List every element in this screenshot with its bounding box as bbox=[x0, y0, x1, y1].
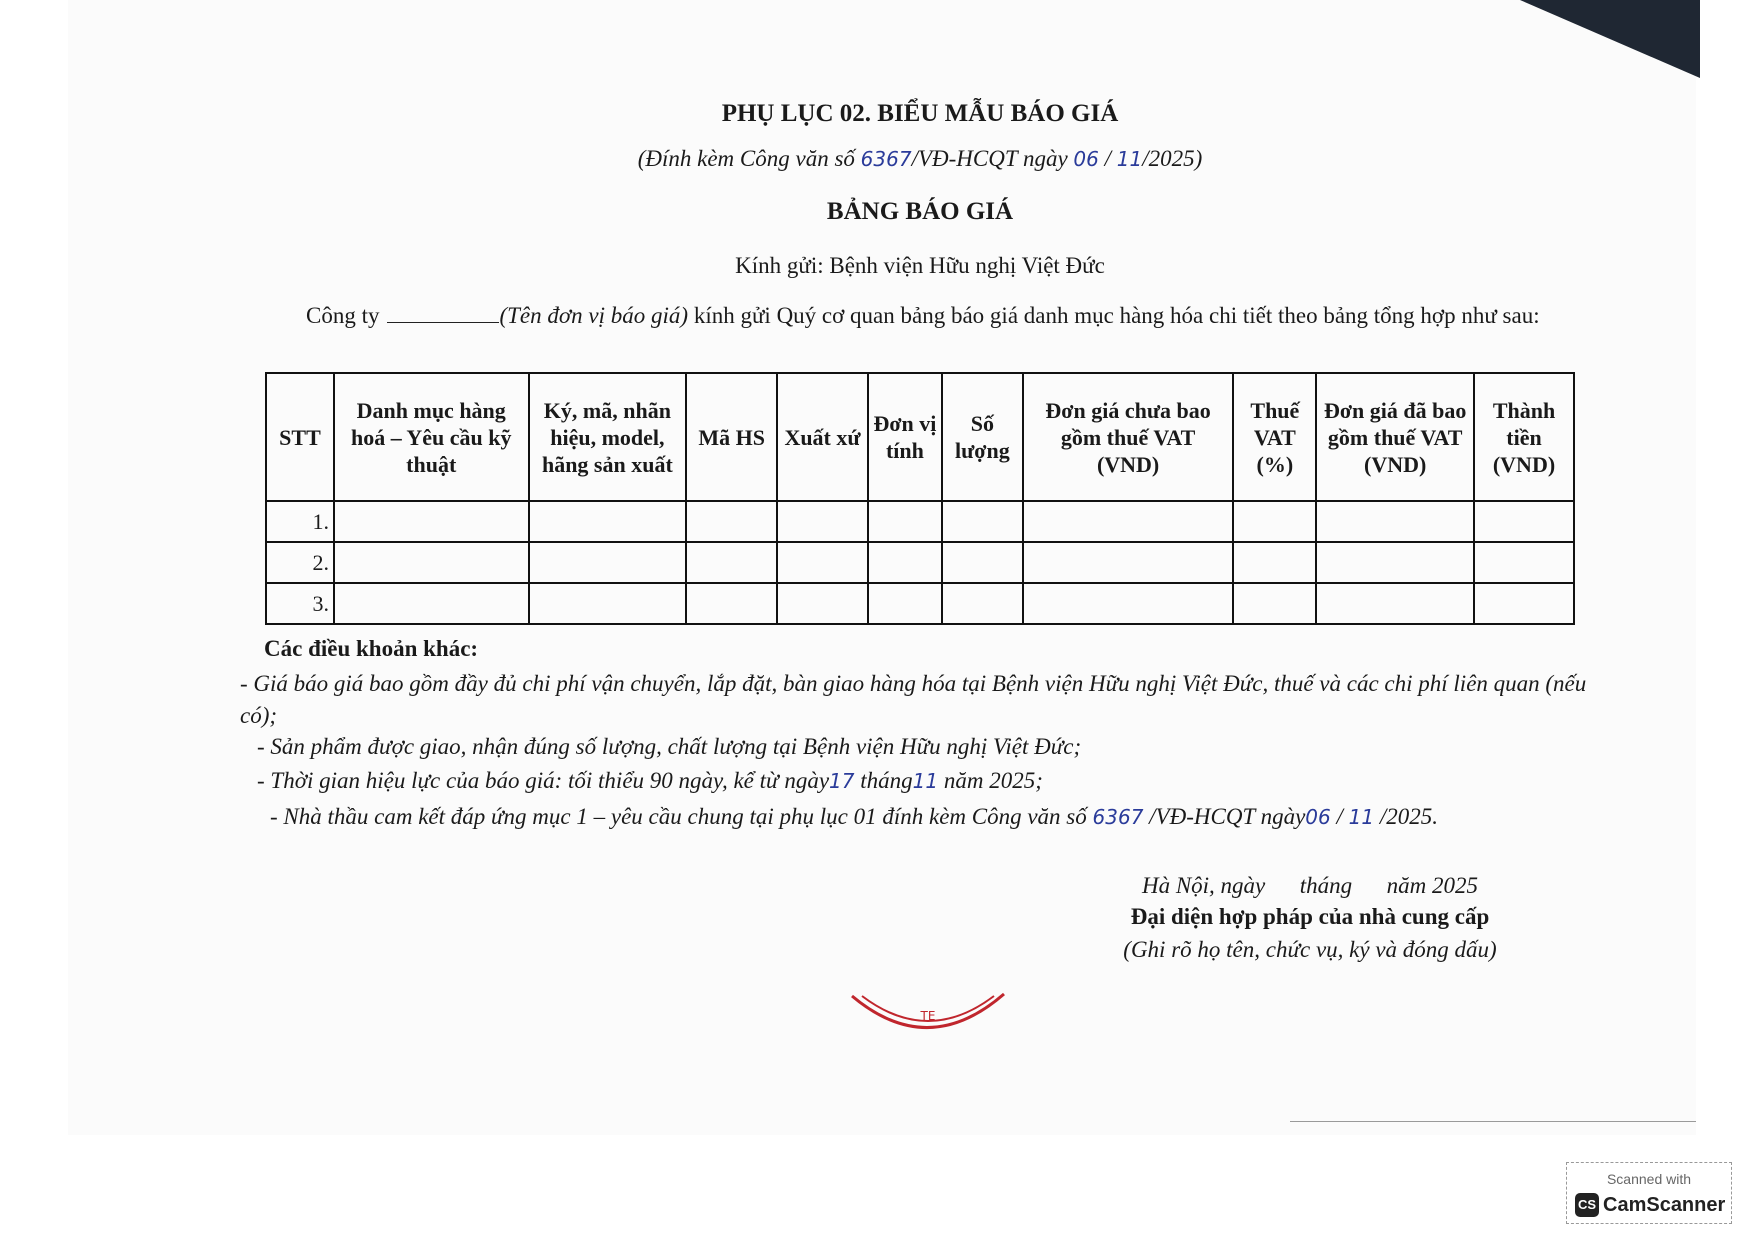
quote-table bbox=[265, 372, 1575, 625]
header-unit: Đơn vị tính bbox=[868, 373, 942, 501]
camscanner-badge bbox=[1566, 1162, 1732, 1224]
intro-rest: kính gửi Quý cơ quan bảng báo giá danh mục hàng hóa chi tiết theo bảng tổng hợp như sau: bbox=[688, 303, 1540, 328]
intro-placeholder: (Tên đơn vị báo giá) bbox=[499, 303, 689, 328]
red-seal-stamp-fragment bbox=[848, 990, 1008, 1038]
camscanner-logo-icon: CS bbox=[1575, 1193, 1599, 1217]
handwritten-doc-number: 6367 bbox=[1092, 805, 1144, 829]
table-cell bbox=[942, 501, 1023, 542]
header-origin: Xuất xứ bbox=[777, 373, 868, 501]
table-cell bbox=[942, 583, 1023, 624]
table-cell bbox=[777, 501, 868, 542]
seal-text: TE bbox=[920, 1009, 936, 1023]
camscanner-name: CamScanner bbox=[1603, 1194, 1726, 1216]
company-name-blank bbox=[387, 304, 499, 323]
table-row bbox=[266, 542, 1574, 583]
handwritten-month: 11 bbox=[1348, 805, 1375, 829]
header-vat-rate: Thuế VAT (%) bbox=[1233, 373, 1316, 501]
table-cell bbox=[868, 501, 942, 542]
header-model: Ký, mã, nhãn hiệu, model, hãng sản xuất bbox=[529, 373, 687, 501]
table-cell bbox=[1023, 542, 1234, 583]
table-cell bbox=[942, 542, 1023, 583]
table-cell bbox=[529, 583, 687, 624]
table-cell bbox=[777, 542, 868, 583]
term4-text-c: /2025. bbox=[1374, 804, 1438, 829]
row-number: 3. bbox=[266, 583, 334, 624]
row-number: 2. bbox=[266, 542, 334, 583]
table-cell bbox=[868, 542, 942, 583]
table-cell bbox=[1474, 542, 1574, 583]
table-cell bbox=[686, 542, 777, 583]
handwritten-month: 11 bbox=[912, 769, 939, 793]
document-subtitle bbox=[230, 146, 1610, 172]
signature-title: Đại diện hợp pháp của nhà cung cấp bbox=[1130, 904, 1490, 929]
table-cell bbox=[334, 501, 529, 542]
page-edge-line bbox=[1290, 1121, 1696, 1122]
table-cell bbox=[1474, 501, 1574, 542]
table-cell bbox=[868, 583, 942, 624]
table-row bbox=[266, 501, 1574, 542]
subtitle-suffix: /2025) bbox=[1142, 146, 1203, 171]
table-row bbox=[266, 583, 1574, 624]
header-price-excl-vat: Đơn giá chưa bao gồm thuế VAT (VND) bbox=[1023, 373, 1234, 501]
table-cell bbox=[529, 542, 687, 583]
term3-text-b: tháng bbox=[854, 768, 913, 793]
header-quantity: Số lượng bbox=[942, 373, 1023, 501]
header-price-incl-vat: Đơn giá đã bao gồm thuế VAT (VND) bbox=[1316, 373, 1474, 501]
term3-text-c: năm 2025; bbox=[938, 768, 1043, 793]
table-cell bbox=[686, 501, 777, 542]
table-cell bbox=[1023, 583, 1234, 624]
subtitle-sep: / bbox=[1098, 146, 1117, 171]
term4-sep: / bbox=[1330, 804, 1349, 829]
table-cell bbox=[1316, 583, 1474, 624]
term3-text-a: - Thời gian hiệu lực của báo giá: tối thiểu 90 ngày, kể từ ngày bbox=[257, 768, 830, 793]
intro-company: Công ty bbox=[306, 303, 380, 328]
table-cell bbox=[686, 583, 777, 624]
signature-date-line: Hà Nội, ngày tháng năm 2025 bbox=[1141, 873, 1479, 898]
header-stt: STT bbox=[266, 373, 334, 501]
handwritten-day: 17 bbox=[829, 769, 855, 793]
table-cell bbox=[1233, 542, 1316, 583]
table-cell bbox=[334, 542, 529, 583]
handwritten-month: 11 bbox=[1116, 147, 1143, 171]
table-cell bbox=[529, 501, 687, 542]
term-item-4 bbox=[270, 801, 1640, 833]
term4-text-a: - Nhà thầu cam kết đáp ứng mục 1 – yêu cầu chung tại phụ lục 01 đính kèm Công văn số bbox=[270, 804, 1093, 829]
handwritten-day: 06 bbox=[1305, 805, 1331, 829]
header-total: Thành tiền (VND) bbox=[1474, 373, 1574, 501]
terms-heading: Các điều khoản khác: bbox=[264, 636, 479, 661]
table-cell bbox=[1316, 501, 1474, 542]
subtitle-middle: /VĐ-HCQT ngày bbox=[911, 146, 1074, 171]
term-item-1: - Giá báo giá bao gồm đầy đủ chi phí vận chuyển, lắp đặt, bàn giao hàng hóa tại Bệnh viện Hữu nghị Việt Đức, thuế và các chi phí liên quan (nếu có); bbox=[240, 671, 1587, 728]
table-header-row bbox=[266, 373, 1574, 501]
subtitle-prefix: (Đính kèm Công văn số bbox=[637, 146, 861, 171]
intro-paragraph bbox=[236, 300, 1596, 331]
table-cell bbox=[1316, 542, 1474, 583]
handwritten-day: 06 bbox=[1073, 147, 1099, 171]
table-cell bbox=[1474, 583, 1574, 624]
header-item: Danh mục hàng hoá – Yêu cầu kỹ thuật bbox=[334, 373, 529, 501]
document-title: PHỤ LỤC 02. BIỂU MẪU BÁO GIÁ bbox=[721, 100, 1119, 127]
table-cell bbox=[1233, 583, 1316, 624]
table-title: BẢNG BÁO GIÁ bbox=[826, 198, 1014, 225]
table-cell bbox=[334, 583, 529, 624]
table-cell bbox=[1023, 501, 1234, 542]
table-cell bbox=[1233, 501, 1316, 542]
term-item-2: - Sản phẩm được giao, nhận đúng số lượng, chất lượng tại Bệnh viện Hữu nghị Việt Đức; bbox=[257, 734, 1082, 759]
greeting-line: Kính gửi: Bệnh viện Hữu nghị Việt Đức bbox=[735, 253, 1105, 278]
table-cell bbox=[777, 583, 868, 624]
header-hs-code: Mã HS bbox=[686, 373, 777, 501]
row-number: 1. bbox=[266, 501, 334, 542]
signature-note: (Ghi rõ họ tên, chức vụ, ký và đóng dấu) bbox=[1123, 937, 1497, 962]
term-item-3 bbox=[257, 765, 1627, 797]
handwritten-doc-number: 6367 bbox=[860, 147, 912, 171]
scanned-with-label: Scanned with bbox=[1606, 1171, 1692, 1187]
term4-text-b: /VĐ-HCQT ngày bbox=[1143, 804, 1306, 829]
